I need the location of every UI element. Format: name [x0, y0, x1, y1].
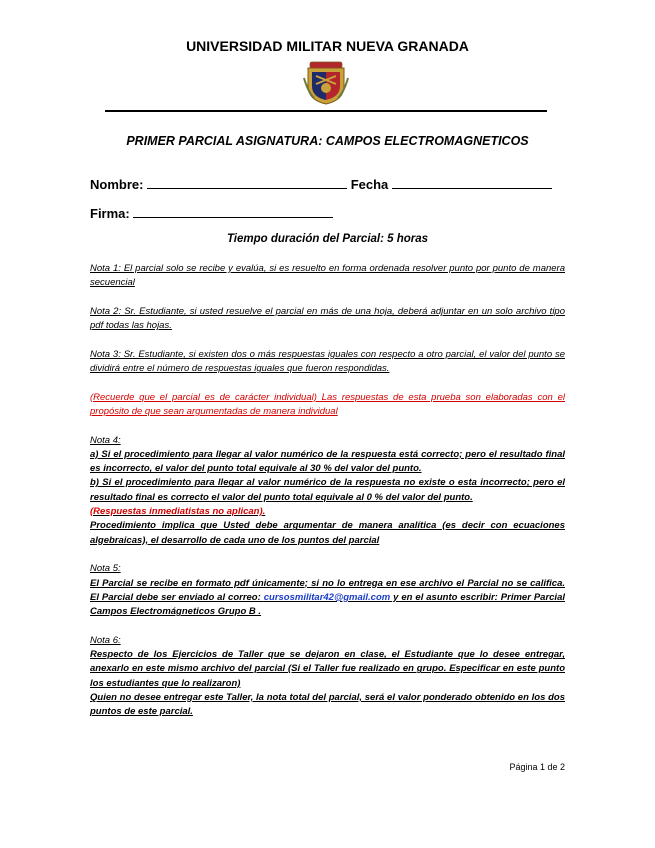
- nota-4-procedimiento: Procedimiento implica que Usted debe argumentar de manera analítica (es decir con ecuaciones algebraicas), el desarrollo de cada uno de los puntos del parcial: [90, 520, 565, 546]
- nota-1: Nota 1: El parcial solo se recibe y evalúa, si es resuelto en forma ordenada resolver punto por punto de manera secuencial: [90, 263, 565, 289]
- nota-6-text-2: Quien no desee entregar este Taller, la nota total del parcial, será el valor ponderado obtenido en los dos puntos de este parcial.: [90, 691, 565, 718]
- nota-4-b: b) Si el procedimiento para llegar al valor numérico de la respuesta no existe o esta incorrecto; pero el resultado final es correcto el valor del punto total equivale al 0 % del valor del punto.: [90, 477, 565, 503]
- nota-2: Nota 2: Sr. Estudiante, si usted resuelve el parcial en más de una hoja, deberá adjuntar en un solo archivo tipo pdf todas las hojas.: [90, 305, 565, 332]
- university-title: UNIVERSIDAD MILITAR NUEVA GRANADA: [186, 38, 469, 54]
- nota-6: [90, 634, 565, 720]
- header-divider: [105, 110, 547, 112]
- nota-5-email-link[interactable]: cursosmilitar42@gmail.com: [263, 591, 391, 603]
- fecha-label: Fecha: [350, 177, 389, 192]
- nota-6-text-1: Respecto de los Ejercicios de Taller que se dejaron en clase, el Estudiante que lo desee entregar, anexarlo en este mismo archivo del parcial (Si el Taller fue realizado en grupo. Especificar en este punto los estudiantes que lo realizaron): [90, 649, 565, 689]
- exam-duration: Tiempo duración del Parcial: 5 horas: [226, 233, 429, 245]
- nota-4: [90, 434, 565, 548]
- nota-4-b-red: (Respuestas inmediatistas no aplican).: [90, 506, 266, 518]
- nota-4-heading: Nota 4:: [90, 434, 121, 446]
- nombre-blank[interactable]: [147, 176, 347, 189]
- nota-5-text-2: y en el asunto escribir: Primer Parcial Campos Electromágneticos Grupo B .: [90, 591, 565, 618]
- nota-3: Nota 3: Sr. Estudiante, si existen dos o más respuestas iguales con respecto a otro parcial, el valor del punto se dividirá entre el número de respuestas iguales que fueron respondidas.: [90, 348, 565, 375]
- university-crest-icon: [302, 58, 350, 106]
- recuerde-note: (Recuerde que el parcial es de carácter individual) Las respuestas de esta prueba son elaboradas con el propósito de que sean argumentadas de manera individual: [90, 391, 565, 417]
- nota-4-a: a) Si el procedimiento para llegar al valor numérico de la respuesta está correcto; pero el resultado final es incorrecto, el valor del punto total equivale al 30 % del valor del punto.: [90, 448, 565, 475]
- nota-5: [90, 562, 565, 619]
- firma-blank[interactable]: [133, 205, 333, 218]
- nota-6-heading: Nota 6:: [90, 634, 121, 646]
- firma-field[interactable]: [90, 205, 333, 221]
- nota-5-heading: Nota 5:: [90, 563, 121, 575]
- nota-5-text-1: El Parcial se recibe en formato pdf únicamente; si no lo entrega en ese archivo el Parcial no se califica. El Parcial debe ser enviado al correo:: [90, 577, 565, 603]
- nombre-field[interactable]: [90, 176, 552, 192]
- notes-section: [90, 262, 565, 734]
- nombre-label: Nombre:: [90, 177, 144, 192]
- page-number: Página 1 de 2: [509, 762, 565, 772]
- fecha-blank[interactable]: [392, 176, 552, 189]
- firma-label: Firma:: [90, 206, 130, 221]
- exam-title: PRIMER PARCIAL ASIGNATURA: CAMPOS ELECTROMAGNETICOS: [126, 134, 529, 148]
